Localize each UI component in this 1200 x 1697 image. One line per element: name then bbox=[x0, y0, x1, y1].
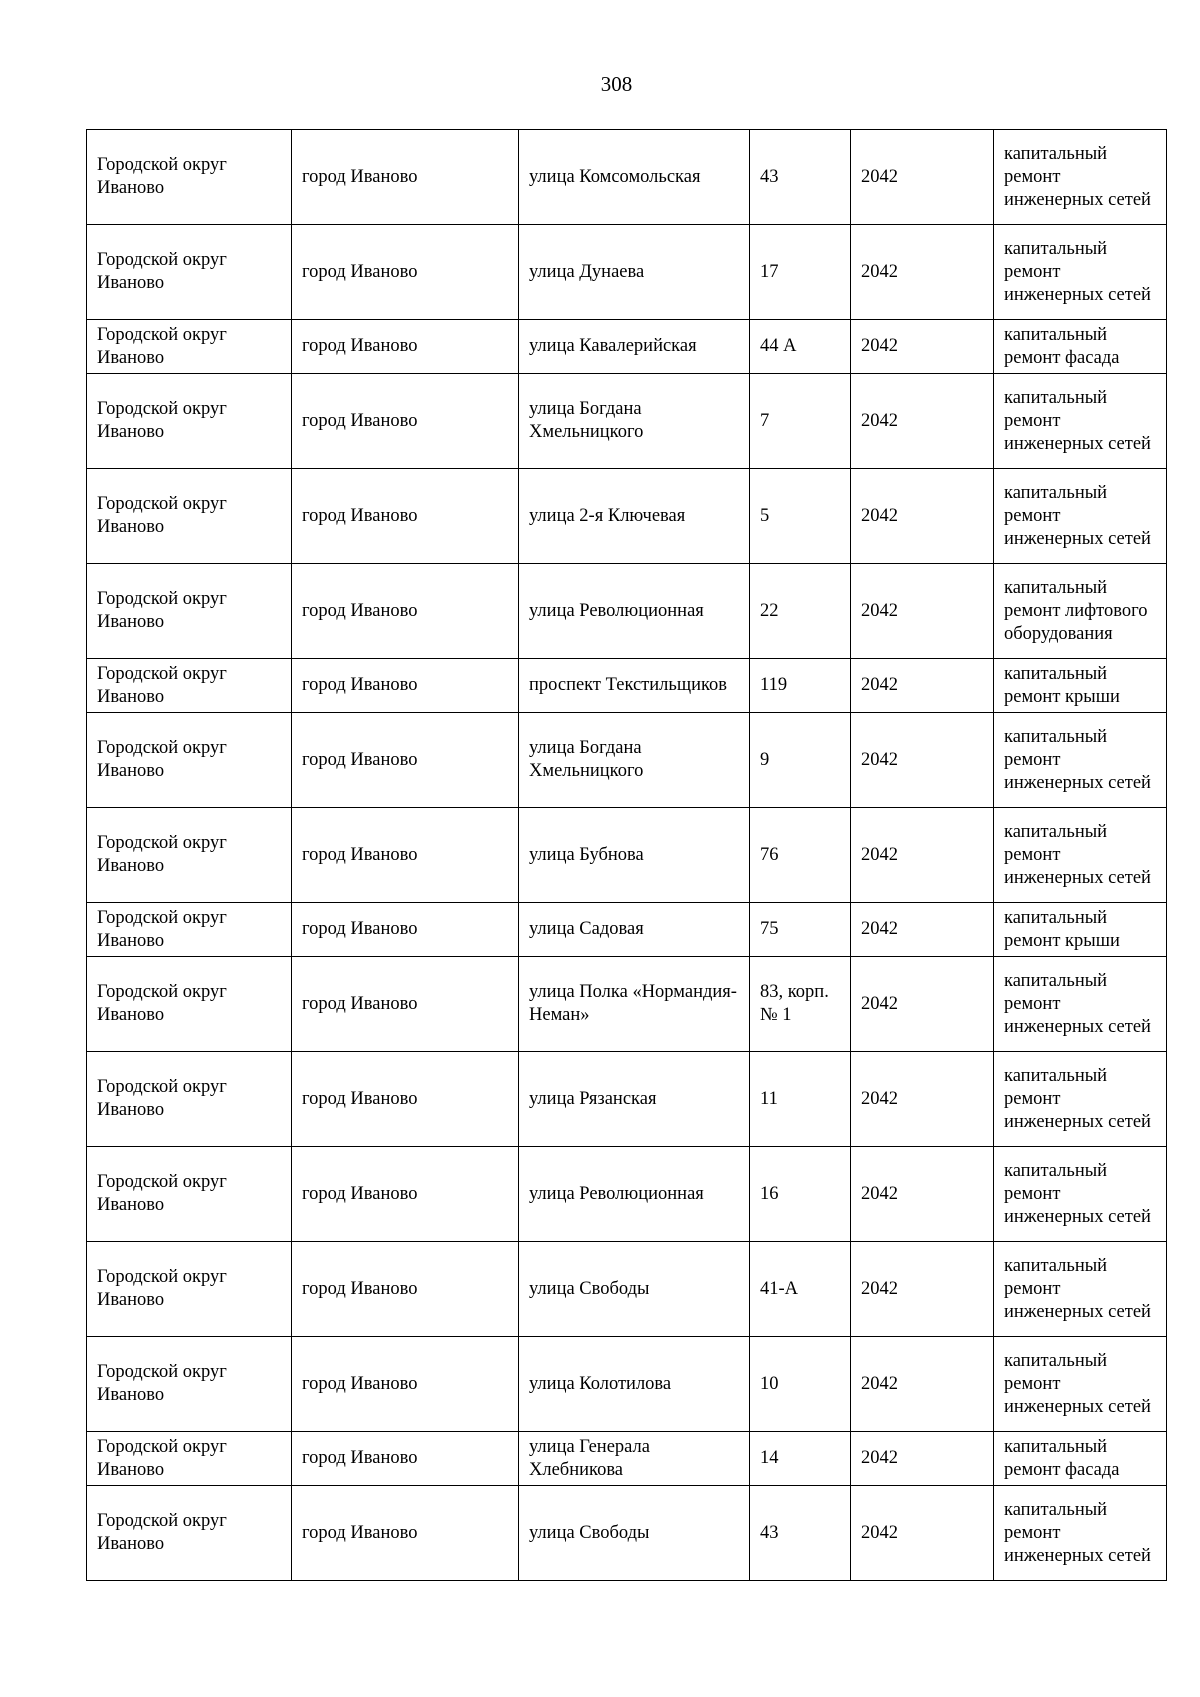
street-cell: улица Революционная bbox=[519, 1147, 750, 1242]
work-type-cell: капитальный ремонт инженерных сетей bbox=[994, 374, 1167, 469]
work-type-cell: капитальный ремонт инженерных сетей bbox=[994, 130, 1167, 225]
work-type-cell: капитальный ремонт фасада bbox=[994, 320, 1167, 374]
okrug-cell: Городской округ Иваново bbox=[87, 1052, 292, 1147]
work-type-cell: капитальный ремонт инженерных сетей bbox=[994, 1242, 1167, 1337]
city-cell: город Иваново bbox=[292, 808, 519, 903]
work-type-cell: капитальный ремонт инженерных сетей bbox=[994, 957, 1167, 1052]
year-cell: 2042 bbox=[851, 469, 994, 564]
table-row bbox=[87, 469, 1167, 564]
okrug-cell: Городской округ Иваново bbox=[87, 903, 292, 957]
table-row bbox=[87, 659, 1167, 713]
house-cell: 44 А bbox=[750, 320, 851, 374]
year-cell: 2042 bbox=[851, 713, 994, 808]
city-cell: город Иваново bbox=[292, 225, 519, 320]
work-type-cell: капитальный ремонт фасада bbox=[994, 1432, 1167, 1486]
street-cell: улица Богдана Хмельницкого bbox=[519, 713, 750, 808]
okrug-cell: Городской округ Иваново bbox=[87, 130, 292, 225]
table-row bbox=[87, 130, 1167, 225]
city-cell: город Иваново bbox=[292, 1486, 519, 1581]
house-cell: 119 bbox=[750, 659, 851, 713]
work-type-cell: капитальный ремонт лифтового оборудования bbox=[994, 564, 1167, 659]
okrug-cell: Городской округ Иваново bbox=[87, 374, 292, 469]
street-cell: улица Колотилова bbox=[519, 1337, 750, 1432]
table-row bbox=[87, 374, 1167, 469]
year-cell: 2042 bbox=[851, 1147, 994, 1242]
house-cell: 14 bbox=[750, 1432, 851, 1486]
year-cell: 2042 bbox=[851, 957, 994, 1052]
table-row bbox=[87, 713, 1167, 808]
street-cell: улица Богдана Хмельницкого bbox=[519, 374, 750, 469]
page-number: 308 bbox=[600, 72, 633, 96]
okrug-cell: Городской округ Иваново bbox=[87, 320, 292, 374]
house-cell: 43 bbox=[750, 130, 851, 225]
okrug-cell: Городской округ Иваново bbox=[87, 713, 292, 808]
city-cell: город Иваново bbox=[292, 659, 519, 713]
house-cell: 7 bbox=[750, 374, 851, 469]
work-type-cell: капитальный ремонт инженерных сетей bbox=[994, 1486, 1167, 1581]
work-type-cell: капитальный ремонт инженерных сетей bbox=[994, 1052, 1167, 1147]
table-row bbox=[87, 903, 1167, 957]
okrug-cell: Городской округ Иваново bbox=[87, 1147, 292, 1242]
street-cell: улица Революционная bbox=[519, 564, 750, 659]
city-cell: город Иваново bbox=[292, 1432, 519, 1486]
city-cell: город Иваново bbox=[292, 713, 519, 808]
city-cell: город Иваново bbox=[292, 1242, 519, 1337]
street-cell: улица Садовая bbox=[519, 903, 750, 957]
work-type-cell: капитальный ремонт инженерных сетей bbox=[994, 469, 1167, 564]
work-type-cell: капитальный ремонт крыши bbox=[994, 659, 1167, 713]
house-cell: 11 bbox=[750, 1052, 851, 1147]
house-cell: 9 bbox=[750, 713, 851, 808]
okrug-cell: Городской округ Иваново bbox=[87, 957, 292, 1052]
table-row bbox=[87, 1432, 1167, 1486]
city-cell: город Иваново bbox=[292, 374, 519, 469]
street-cell: улица Свободы bbox=[519, 1242, 750, 1337]
okrug-cell: Городской округ Иваново bbox=[87, 1486, 292, 1581]
year-cell: 2042 bbox=[851, 130, 994, 225]
year-cell: 2042 bbox=[851, 903, 994, 957]
year-cell: 2042 bbox=[851, 1242, 994, 1337]
city-cell: город Иваново bbox=[292, 957, 519, 1052]
year-cell: 2042 bbox=[851, 1432, 994, 1486]
house-cell: 83, корп. № 1 bbox=[750, 957, 851, 1052]
okrug-cell: Городской округ Иваново bbox=[87, 469, 292, 564]
okrug-cell: Городской округ Иваново bbox=[87, 1337, 292, 1432]
year-cell: 2042 bbox=[851, 1486, 994, 1581]
housing-repair-table bbox=[86, 129, 1167, 1581]
work-type-cell: капитальный ремонт инженерных сетей bbox=[994, 713, 1167, 808]
year-cell: 2042 bbox=[851, 225, 994, 320]
year-cell: 2042 bbox=[851, 1337, 994, 1432]
table-row bbox=[87, 320, 1167, 374]
street-cell: улица Свободы bbox=[519, 1486, 750, 1581]
street-cell: улица Бубнова bbox=[519, 808, 750, 903]
table-row bbox=[87, 1486, 1167, 1581]
city-cell: город Иваново bbox=[292, 1147, 519, 1242]
okrug-cell: Городской округ Иваново bbox=[87, 564, 292, 659]
street-cell: улица Полка «Нормандия-Неман» bbox=[519, 957, 750, 1052]
city-cell: город Иваново bbox=[292, 903, 519, 957]
street-cell: улица Рязанская bbox=[519, 1052, 750, 1147]
street-cell: улица 2-я Ключевая bbox=[519, 469, 750, 564]
street-cell: улица Кавалерийская bbox=[519, 320, 750, 374]
house-cell: 41-А bbox=[750, 1242, 851, 1337]
house-cell: 75 bbox=[750, 903, 851, 957]
house-cell: 76 bbox=[750, 808, 851, 903]
okrug-cell: Городской округ Иваново bbox=[87, 225, 292, 320]
street-cell: улица Генерала Хлебникова bbox=[519, 1432, 750, 1486]
city-cell: город Иваново bbox=[292, 1052, 519, 1147]
house-cell: 5 bbox=[750, 469, 851, 564]
house-cell: 22 bbox=[750, 564, 851, 659]
work-type-cell: капитальный ремонт инженерных сетей bbox=[994, 225, 1167, 320]
city-cell: город Иваново bbox=[292, 320, 519, 374]
street-cell: улица Комсомольская bbox=[519, 130, 750, 225]
work-type-cell: капитальный ремонт инженерных сетей bbox=[994, 1337, 1167, 1432]
year-cell: 2042 bbox=[851, 320, 994, 374]
house-cell: 43 bbox=[750, 1486, 851, 1581]
city-cell: город Иваново bbox=[292, 564, 519, 659]
year-cell: 2042 bbox=[851, 374, 994, 469]
street-cell: проспект Текстильщиков bbox=[519, 659, 750, 713]
table-row bbox=[87, 1242, 1167, 1337]
table-row bbox=[87, 1052, 1167, 1147]
year-cell: 2042 bbox=[851, 659, 994, 713]
table-row bbox=[87, 564, 1167, 659]
work-type-cell: капитальный ремонт инженерных сетей bbox=[994, 1147, 1167, 1242]
year-cell: 2042 bbox=[851, 564, 994, 659]
house-cell: 17 bbox=[750, 225, 851, 320]
street-cell: улица Дунаева bbox=[519, 225, 750, 320]
city-cell: город Иваново bbox=[292, 469, 519, 564]
table-row bbox=[87, 808, 1167, 903]
table-row bbox=[87, 957, 1167, 1052]
work-type-cell: капитальный ремонт инженерных сетей bbox=[994, 808, 1167, 903]
house-cell: 10 bbox=[750, 1337, 851, 1432]
table-row bbox=[87, 1337, 1167, 1432]
year-cell: 2042 bbox=[851, 808, 994, 903]
work-type-cell: капитальный ремонт крыши bbox=[994, 903, 1167, 957]
year-cell: 2042 bbox=[851, 1052, 994, 1147]
table-row bbox=[87, 225, 1167, 320]
okrug-cell: Городской округ Иваново bbox=[87, 1242, 292, 1337]
okrug-cell: Городской округ Иваново bbox=[87, 1432, 292, 1486]
okrug-cell: Городской округ Иваново bbox=[87, 808, 292, 903]
city-cell: город Иваново bbox=[292, 130, 519, 225]
okrug-cell: Городской округ Иваново bbox=[87, 659, 292, 713]
city-cell: город Иваново bbox=[292, 1337, 519, 1432]
house-cell: 16 bbox=[750, 1147, 851, 1242]
table-row bbox=[87, 1147, 1167, 1242]
